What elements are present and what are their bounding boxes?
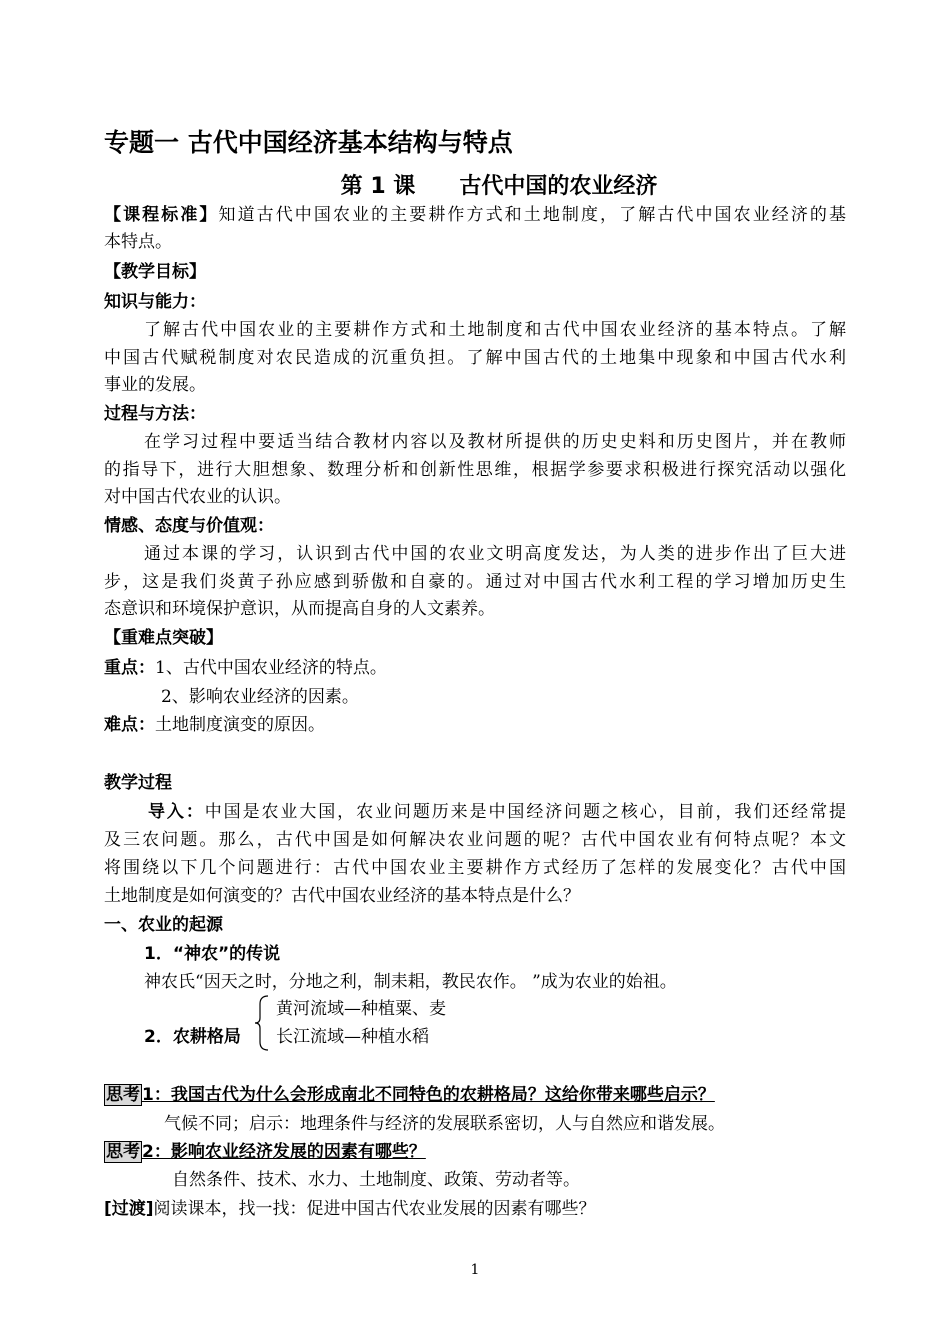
intro-line-3: 将围绕以下几个问题进行：古代中国农业主要耕作方式经历了怎样的发展变化？古代中国: [104, 858, 846, 878]
farming-branch-south: 长江流域—种植水稻: [276, 1027, 429, 1047]
objectives-label: 【教学目标】: [104, 262, 206, 282]
curriculum-line-2: 本特点。: [104, 232, 172, 252]
think-1-box: 思考: [106, 1085, 140, 1105]
think-2-box: 思考: [106, 1142, 140, 1162]
think-2-question-line: [104, 1139, 846, 1165]
process-line-1: 在学习过程中要适当结合教材内容以及教材所提供的历史史料和历史图片，并在教师: [144, 432, 846, 452]
intro-line-1: [148, 799, 846, 825]
teaching-process-heading: 教学过程: [104, 773, 172, 793]
lesson-heading: [0, 172, 950, 202]
topic-title: 专题一 古代中国经济基本结构与特点: [104, 128, 513, 157]
transition-text: 阅读课本，找一找：促进中国古代农业发展的因素有哪些？: [153, 1199, 596, 1219]
knowledge-line-3: 事业的发展。: [104, 375, 206, 395]
emotion-line-2: 步，这是我们炎黄子孙应感到骄傲和自豪的。通过对中国古代水利工程的学习增加历史生: [104, 572, 846, 592]
farming-branch-north: 黄河流域—种植粟、麦: [276, 999, 446, 1019]
key-point-1-line: [104, 655, 846, 681]
think-1-question: 1：我国古代为什么会形成南北不同特色的农耕格局？这给你带来哪些启示？: [142, 1085, 715, 1105]
knowledge-line-2: 中国古代赋税制度对农民造成的沉重负担。了解中国古代的土地集中现象和中国古代水利: [104, 348, 846, 368]
process-line-3: 对中国古代农业的认识。: [104, 487, 291, 507]
emotion-line-3: 态意识和环境保护意识，从而提高自身的人文素养。: [104, 599, 495, 619]
think-2-answer: 自然条件、技术、水力、土地制度、政策、劳动者等。: [172, 1170, 580, 1190]
difficult-point-line: [104, 712, 846, 738]
think-1-answer: 气候不同；启示：地理条件与经济的发展联系密切，人与自然应和谐发展。: [164, 1114, 725, 1134]
shennong-quote: 神农氏“因天之时，分地之利，制耒耜，教民农作。 ”成为农业的始祖。: [144, 972, 677, 992]
section-1-heading: 一、农业的起源: [104, 915, 223, 935]
key-point-1: 1、古代中国农业经济的特点。: [155, 658, 387, 678]
transition-line: [104, 1196, 846, 1222]
intro-line-4: 土地制度是如何演变的？古代中国农业经济的基本特点是什么？: [104, 886, 580, 906]
curriculum-text-1: 知道古代中国农业的主要耕作方式和土地制度，了解古代中国农业经济的基: [218, 205, 847, 225]
process-line-2: 的指导下，进行大胆想象、数理分析和创新性思维，根据学参要求积极进行探究活动以强化: [104, 460, 846, 480]
key-label: 重点：: [104, 658, 155, 678]
curriculum-line-1: [104, 202, 846, 228]
lesson-number: 第 1 课: [340, 174, 416, 199]
page-number: 1: [470, 1262, 480, 1278]
difficult-point: 土地制度演变的原因。: [155, 715, 325, 735]
difficult-label: 难点：: [104, 715, 155, 735]
intro-text-1: 中国是农业大国，农业问题历来是中国经济问题之核心，目前，我们还经常提: [204, 802, 846, 822]
lesson-title: 古代中国的农业经济: [459, 174, 658, 199]
curriculum-label: 【课程标准】: [104, 205, 219, 225]
intro-line-2: 及三农问题。那么，古代中国是如何解决农业问题的呢？古代中国农业有何特点呢？本文: [104, 830, 846, 850]
section-1-item-2: 2．农耕格局: [144, 1027, 241, 1047]
process-method-heading: 过程与方法：: [104, 404, 206, 424]
section-1-item-1: 1．“神农”的传说: [144, 944, 281, 964]
knowledge-line-1: 了解古代中国农业的主要耕作方式和土地制度和古代中国农业经济的基本特点。了解: [144, 320, 846, 340]
transition-label: [过渡]: [104, 1199, 154, 1219]
knowledge-heading: 知识与能力：: [104, 292, 206, 312]
emotion-line-1: 通过本课的学习，认识到古代中国的农业文明高度发达，为人类的进步作出了巨大进: [144, 544, 846, 564]
left-brace: [254, 994, 272, 1052]
think-1-question-line: [104, 1082, 846, 1108]
intro-label: 导入：: [148, 802, 205, 822]
key-point-2: 2、影响农业经济的因素。: [161, 687, 359, 707]
emotion-heading: 情感、态度与价值观：: [104, 516, 274, 536]
key-points-label: 【重难点突破】: [104, 628, 223, 648]
think-2-question: 2：影响农业经济发展的因素有哪些？: [142, 1142, 426, 1162]
